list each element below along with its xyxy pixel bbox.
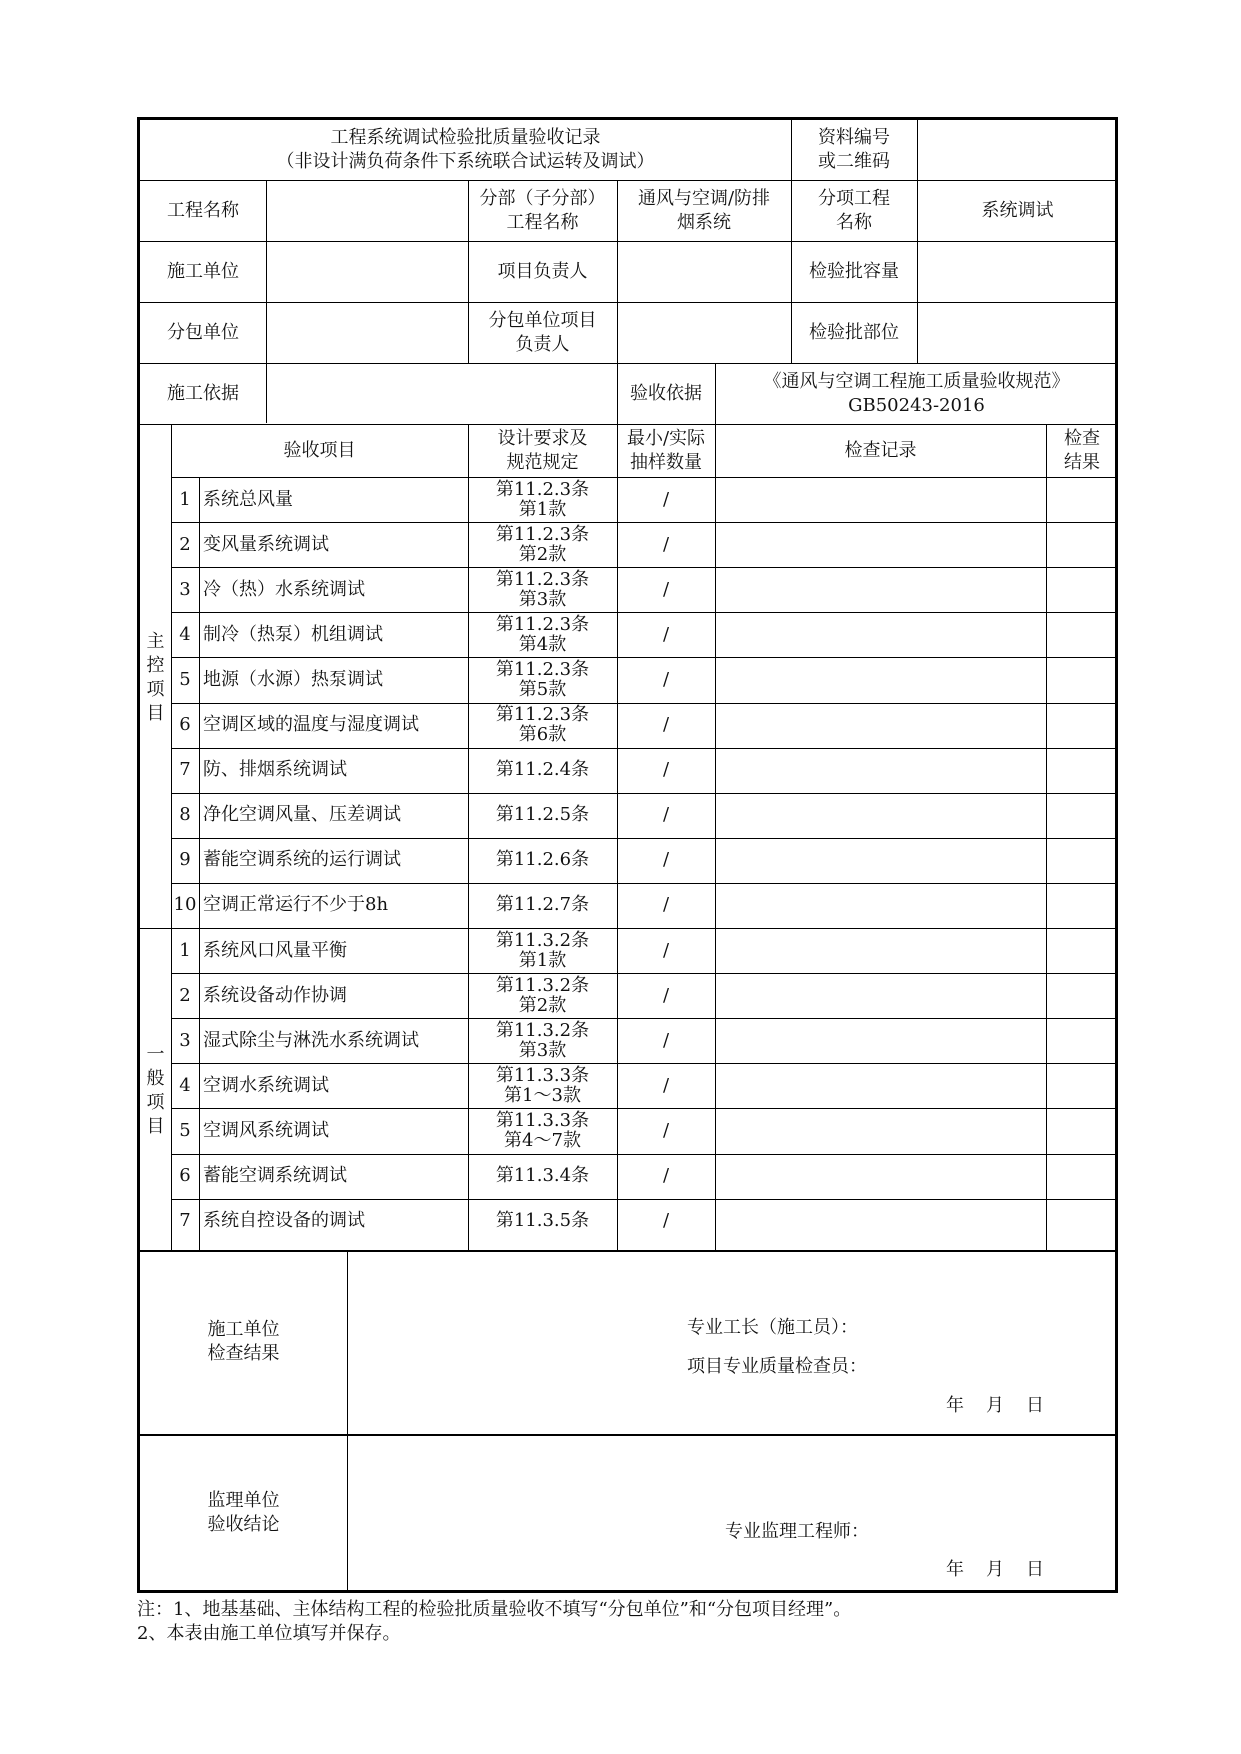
- item-name: 系统风口风量平衡: [203, 939, 347, 961]
- v-rule: [1046, 424, 1047, 1250]
- capacity-label: 检验批容量: [809, 260, 899, 282]
- item-name: 湿式除尘与淋洗水系统调试: [203, 1029, 419, 1051]
- item-name: 空调风系统调试: [203, 1119, 329, 1141]
- sub-item-label-line1: 分项工程: [818, 187, 890, 209]
- col-design-header: [468, 424, 617, 477]
- v-rule: [199, 477, 200, 1250]
- item-number: 2: [179, 533, 191, 555]
- item-clause: [468, 838, 617, 883]
- h-rule: [140, 363, 1115, 364]
- col-record-header: 检查记录: [844, 439, 917, 461]
- item-check-record[interactable]: [715, 522, 1046, 567]
- supervisor-engineer-signature-label: 专业监理工程师：: [725, 1521, 869, 1542]
- h-rule: [171, 1063, 1115, 1064]
- acceptance-basis-line2: GB50243-2016: [848, 394, 985, 416]
- item-check-record[interactable]: [715, 793, 1046, 838]
- item-clause: [468, 1018, 617, 1063]
- item-clause: [468, 1199, 617, 1244]
- item-clause: [468, 973, 617, 1018]
- item-name: 地源（水源）热泵调试: [203, 668, 383, 690]
- item-clause: [468, 612, 617, 657]
- item-clause-line1: 第11.3.3条: [495, 1064, 590, 1086]
- item-check-result[interactable]: [1046, 1199, 1118, 1244]
- item-clause-line1: 第11.2.3条: [495, 478, 590, 500]
- project-name-field[interactable]: [266, 180, 468, 241]
- item-name: 空调区域的温度与湿度调试: [203, 714, 419, 736]
- h-rule: [140, 1434, 1115, 1436]
- item-number: 6: [179, 1165, 191, 1187]
- item-number: 1: [179, 488, 191, 510]
- item-number: 4: [179, 623, 191, 645]
- item-sample-count[interactable]: /: [662, 1165, 670, 1187]
- v-rule: [617, 180, 618, 424]
- item-clause-line2: 第3款: [518, 1039, 567, 1061]
- main-group-char-4: 目: [146, 703, 165, 724]
- item-check-record[interactable]: [715, 928, 1046, 973]
- item-number: 3: [179, 1029, 191, 1051]
- item-clause: [468, 1154, 617, 1199]
- item-clause-line2: 第2款: [518, 543, 567, 565]
- foreman-signature-label: 专业工长（施工员）：: [687, 1317, 858, 1338]
- item-number: 5: [179, 668, 191, 690]
- subcontractor-field[interactable]: [266, 302, 468, 363]
- item-name: 蓄能空调系统的运行调试: [203, 849, 401, 871]
- item-sample-count[interactable]: /: [662, 1029, 670, 1051]
- main-group-char-1: 主: [146, 631, 165, 652]
- item-sample-count[interactable]: /: [662, 849, 670, 871]
- item-clause-line2: 第5款: [518, 678, 567, 700]
- item-name: 系统自控设备的调试: [203, 1210, 365, 1232]
- col-design-line1: 设计要求及: [497, 427, 588, 449]
- item-clause: [468, 522, 617, 567]
- item-clause-line2: 第1款: [518, 949, 567, 971]
- item-number: 4: [179, 1074, 191, 1096]
- main-group-char-3: 项: [146, 679, 165, 700]
- h-rule: [171, 1108, 1115, 1109]
- item-sample-count[interactable]: /: [662, 668, 670, 690]
- contractor-check-label-line2: 检查结果: [207, 1343, 280, 1364]
- acceptance-basis-line1: 《通风与空调工程施工质量验收规范》: [763, 370, 1070, 392]
- sub-item-label: [791, 180, 917, 241]
- item-number: 3: [179, 578, 191, 600]
- general-group-char-3: 项: [146, 1092, 165, 1113]
- col-design-line2: 规范规定: [506, 451, 579, 473]
- item-sample-count[interactable]: /: [662, 488, 670, 510]
- division-value-line2: 烟系统: [677, 211, 731, 233]
- h-rule: [171, 973, 1115, 974]
- item-check-record[interactable]: [715, 973, 1046, 1018]
- basis-field[interactable]: [266, 363, 617, 424]
- v-rule: [347, 1250, 348, 1592]
- item-sample-count[interactable]: /: [662, 623, 670, 645]
- h-rule: [171, 567, 1115, 568]
- item-check-result[interactable]: [1046, 1063, 1118, 1108]
- item-number: 7: [179, 759, 191, 781]
- item-clause-line1: 第11.2.4条: [495, 759, 590, 781]
- note-line-1: 注：1、地基基础、主体结构工程的检验批质量验收不填写“分包单位”和“分包项目经理”。: [137, 1599, 852, 1620]
- h-rule: [171, 612, 1115, 613]
- sub-pm-label-line1: 分包单位项目: [488, 309, 597, 331]
- h-rule: [140, 180, 1115, 181]
- item-clause-line2: 第1款: [518, 498, 567, 520]
- v-rule: [468, 424, 469, 1250]
- item-clause-line1: 第11.3.5条: [495, 1210, 590, 1232]
- pm-field[interactable]: [617, 241, 791, 302]
- item-check-result[interactable]: [1046, 883, 1118, 928]
- division-label-line1: 分部（子分部）: [479, 187, 606, 209]
- item-sample-count[interactable]: /: [662, 1074, 670, 1096]
- item-clause: [468, 567, 617, 612]
- item-check-result[interactable]: [1046, 657, 1118, 702]
- item-check-record[interactable]: [715, 1154, 1046, 1199]
- item-clause-line1: 第11.2.3条: [495, 658, 590, 680]
- item-sample-count[interactable]: /: [662, 804, 670, 826]
- item-name: 制冷（热泵）机组调试: [203, 623, 383, 645]
- h-rule: [171, 477, 1115, 478]
- h-rule: [171, 1199, 1115, 1200]
- contractor-date-day: 日: [1026, 1395, 1044, 1416]
- supervisor-check-label-line1: 监理单位: [207, 1490, 280, 1511]
- v-rule: [171, 424, 172, 1250]
- item-number: 6: [179, 714, 191, 736]
- location-label: 检验批部位: [809, 321, 899, 343]
- item-clause: [468, 703, 617, 748]
- item-check-result[interactable]: [1046, 1018, 1118, 1063]
- acceptance-basis-label: 验收依据: [630, 382, 702, 404]
- item-sample-count[interactable]: /: [662, 939, 670, 961]
- item-clause-line2: 第3款: [518, 588, 567, 610]
- item-name: 净化空调风量、压差调试: [203, 804, 401, 826]
- item-clause-line1: 第11.2.5条: [495, 804, 590, 826]
- general-group-label: [140, 932, 171, 1250]
- project-name-label: 工程名称: [167, 199, 239, 221]
- supervisor-check-label-line2: 验收结论: [207, 1514, 280, 1535]
- item-check-result[interactable]: [1046, 928, 1118, 973]
- sub-pm-label-line2: 负责人: [515, 333, 570, 355]
- contractor-label: 施工单位: [167, 260, 239, 282]
- col-result-header: [1046, 424, 1118, 477]
- sub-item-label-line2: 名称: [836, 211, 872, 233]
- item-check-record[interactable]: [715, 1018, 1046, 1063]
- h-rule: [140, 424, 1115, 425]
- capacity-field[interactable]: [917, 241, 1118, 302]
- item-clause: [468, 883, 617, 928]
- h-rule: [140, 302, 1115, 303]
- doc-no-field[interactable]: [917, 120, 1118, 180]
- col-result-line1: 检查: [1064, 427, 1100, 449]
- general-group-char-2: 般: [146, 1068, 165, 1089]
- col-sample-line1: 最小/实际: [626, 427, 706, 449]
- item-sample-count[interactable]: /: [662, 714, 670, 736]
- item-clause: [468, 657, 617, 702]
- item-check-result[interactable]: [1046, 1154, 1118, 1199]
- item-clause-line2: 第4款: [518, 633, 567, 655]
- supervisor-check-label: [140, 1434, 347, 1592]
- item-clause-line1: 第11.2.3条: [495, 704, 590, 726]
- item-check-record[interactable]: [715, 703, 1046, 748]
- sub-pm-label: [468, 302, 617, 363]
- location-field[interactable]: [917, 302, 1118, 363]
- h-rule: [140, 241, 1115, 242]
- h-rule: [171, 703, 1115, 704]
- general-group-char-4: 目: [146, 1116, 165, 1137]
- item-clause-line1: 第11.2.3条: [495, 523, 590, 545]
- item-check-result[interactable]: [1046, 522, 1118, 567]
- main-control-group-label: [140, 424, 171, 932]
- item-number: 8: [179, 804, 191, 826]
- acceptance-basis-value: [715, 363, 1118, 424]
- pm-label: 项目负责人: [497, 260, 588, 282]
- item-number: 9: [179, 849, 191, 871]
- item-clause-line2: 第4～7款: [504, 1129, 581, 1151]
- item-check-record[interactable]: [715, 567, 1046, 612]
- item-check-result[interactable]: [1046, 973, 1118, 1018]
- item-check-result[interactable]: [1046, 477, 1118, 522]
- item-clause-line1: 第11.2.7条: [495, 894, 590, 916]
- item-clause: [468, 1063, 617, 1108]
- contractor-field[interactable]: [266, 241, 468, 302]
- doc-no-label-line2: 或二维码: [818, 151, 890, 172]
- item-sample-count[interactable]: /: [662, 1119, 670, 1141]
- v-rule: [715, 363, 716, 424]
- basis-label: 施工依据: [167, 382, 239, 404]
- v-rule: [715, 424, 716, 1250]
- item-sample-count[interactable]: /: [662, 533, 670, 555]
- item-name: 蓄能空调系统调试: [203, 1165, 347, 1187]
- sub-item-value[interactable]: 系统调试: [981, 199, 1054, 221]
- item-number: 7: [179, 1210, 191, 1232]
- item-number: 2: [179, 984, 191, 1006]
- division-value-line1: 通风与空调/防排: [637, 187, 771, 209]
- col-sample-line2: 抽样数量: [630, 451, 702, 473]
- item-name: 防、排烟系统调试: [203, 759, 347, 781]
- item-check-result[interactable]: [1046, 567, 1118, 612]
- supervisor-date-day: 日: [1026, 1559, 1044, 1580]
- item-check-record[interactable]: [715, 477, 1046, 522]
- item-check-record[interactable]: [715, 883, 1046, 928]
- h-rule: [171, 1154, 1115, 1155]
- doc-no-label: [791, 120, 917, 180]
- h-rule: [140, 1250, 1115, 1252]
- note-line-2: 2、本表由施工单位填写并保存。: [137, 1623, 401, 1644]
- item-check-result[interactable]: [1046, 793, 1118, 838]
- supervisor-date-month: 月: [986, 1559, 1004, 1580]
- item-clause: [468, 1108, 617, 1153]
- division-value[interactable]: [617, 180, 791, 241]
- v-rule: [266, 180, 267, 423]
- form-title: [140, 120, 791, 180]
- contractor-date-year: 年: [946, 1395, 964, 1416]
- contractor-date-month: 月: [986, 1395, 1004, 1416]
- item-name: 系统设备动作协调: [203, 984, 347, 1006]
- item-clause: [468, 748, 617, 793]
- general-group-char-1: 一: [146, 1044, 165, 1065]
- item-check-result[interactable]: [1046, 748, 1118, 793]
- item-number: 1: [179, 939, 191, 961]
- item-check-record[interactable]: [715, 657, 1046, 702]
- h-rule: [171, 838, 1115, 839]
- item-clause-line2: 第1～3款: [504, 1084, 581, 1106]
- division-label-line2: 工程名称: [506, 211, 579, 233]
- item-check-result[interactable]: [1046, 703, 1118, 748]
- main-group-char-2: 控: [146, 655, 165, 676]
- item-check-record[interactable]: [715, 1199, 1046, 1244]
- form-title-line2: （非设计满负荷条件下系统联合试运转及调试）: [276, 151, 655, 172]
- inspection-record-form: [137, 117, 1118, 1593]
- col-sample-header: [617, 424, 715, 477]
- item-sample-count[interactable]: /: [662, 984, 670, 1006]
- item-clause-line2: 第6款: [518, 724, 567, 746]
- item-clause: [468, 477, 617, 522]
- item-check-record[interactable]: [715, 1063, 1046, 1108]
- h-rule: [171, 522, 1115, 523]
- contractor-check-label-line1: 施工单位: [207, 1319, 280, 1340]
- item-number: 10: [173, 894, 197, 916]
- item-clause-line1: 第11.3.3条: [495, 1109, 590, 1131]
- item-clause-line1: 第11.2.3条: [495, 568, 590, 590]
- quality-inspector-signature-label: 项目专业质量检查员：: [687, 1356, 867, 1377]
- item-sample-count[interactable]: /: [662, 578, 670, 600]
- item-sample-count[interactable]: /: [662, 759, 670, 781]
- contractor-check-label: [140, 1250, 347, 1434]
- form-title-line1: 工程系统调试检验批质量验收记录: [330, 127, 601, 148]
- h-rule: [171, 657, 1115, 658]
- h-rule: [171, 883, 1115, 884]
- item-clause-line1: 第11.2.3条: [495, 613, 590, 635]
- item-sample-count[interactable]: /: [662, 1210, 670, 1232]
- h-rule: [171, 748, 1115, 749]
- item-check-result[interactable]: [1046, 612, 1118, 657]
- item-sample-count[interactable]: /: [662, 894, 670, 916]
- item-name: 空调水系统调试: [203, 1074, 329, 1096]
- supervisor-date-year: 年: [946, 1559, 964, 1580]
- h-rule: [171, 1018, 1115, 1019]
- item-check-result[interactable]: [1046, 838, 1118, 883]
- v-rule: [917, 120, 918, 363]
- v-rule: [468, 180, 469, 363]
- item-clause-line1: 第11.3.4条: [495, 1165, 590, 1187]
- item-clause: [468, 928, 617, 973]
- sub-pm-field[interactable]: [617, 302, 791, 363]
- item-name: 系统总风量: [203, 488, 293, 510]
- item-number: 5: [179, 1119, 191, 1141]
- item-name: 空调正常运行不少于8h: [203, 894, 389, 916]
- v-rule: [617, 424, 618, 1250]
- division-label: [468, 180, 617, 241]
- col-item-header: 验收项目: [283, 439, 356, 461]
- item-name: 冷（热）水系统调试: [203, 578, 365, 600]
- item-clause-line1: 第11.3.2条: [495, 929, 590, 951]
- h-rule: [140, 928, 1115, 929]
- col-result-line2: 结果: [1064, 451, 1100, 473]
- item-check-record[interactable]: [715, 612, 1046, 657]
- item-name: 变风量系统调试: [203, 533, 329, 555]
- item-clause-line1: 第11.3.2条: [495, 974, 590, 996]
- item-check-record[interactable]: [715, 1108, 1046, 1153]
- item-check-record[interactable]: [715, 748, 1046, 793]
- subcontractor-label: 分包单位: [167, 321, 239, 343]
- item-check-result[interactable]: [1046, 1108, 1118, 1153]
- doc-no-label-line1: 资料编号: [818, 127, 890, 148]
- item-clause-line1: 第11.2.6条: [495, 849, 590, 871]
- item-check-record[interactable]: [715, 838, 1046, 883]
- v-rule: [791, 120, 792, 363]
- item-clause: [468, 793, 617, 838]
- item-clause-line1: 第11.3.2条: [495, 1019, 590, 1041]
- item-clause-line2: 第2款: [518, 994, 567, 1016]
- h-rule: [171, 793, 1115, 794]
